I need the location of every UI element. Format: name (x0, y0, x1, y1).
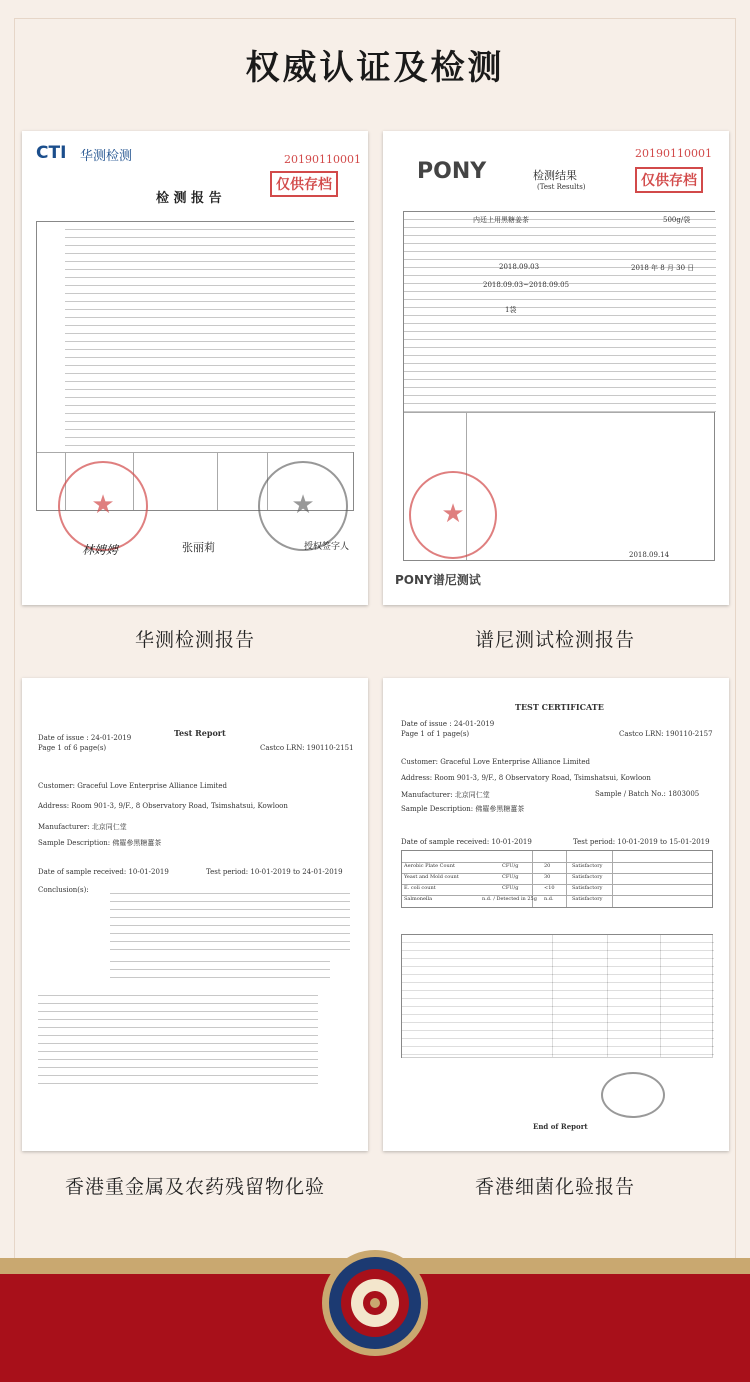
item-unit: CFU/g (502, 863, 519, 869)
item-name: Yeast and Mold count (404, 874, 459, 880)
organochlorine-text-lines (110, 954, 330, 978)
received-date: 2018.09.03 (499, 263, 540, 271)
page-count: Page 1 of 6 page(s) (38, 744, 107, 752)
test-period: 2018.09.03~2018.09.05 (483, 281, 570, 289)
method-list-lines (38, 988, 318, 1084)
sample-name: 内廷上用黑糖姜茶 (473, 216, 529, 224)
test-period: Test period: 10-01-2019 to 24-01-2019 (206, 868, 343, 876)
doc-title: Test Report (174, 728, 226, 738)
conclusion-label: Conclusion(s): (38, 886, 89, 894)
stamp-number: 20190110001 (635, 147, 712, 160)
manufacturer: Manufacturer: 北京同仁堂 (401, 791, 490, 799)
address: Address: Room 901-3, 9/F., 8 Observatory Road, Tsimshatsui, Kowloon (38, 802, 288, 810)
caption-hk-bacteria: 香港细菌化验报告 (474, 1176, 635, 1198)
received-date: Date of sample received: 10-01-2019 (38, 868, 169, 876)
doc-title: 检 测 报 告 (156, 191, 222, 206)
footer-logo: PONY谱尼测试 (395, 573, 481, 587)
pony-report-image (383, 131, 729, 605)
red-seal: ★ (409, 471, 497, 559)
item-unit: CFU/g (502, 874, 519, 880)
item-name: Aerobic Plate Count (404, 863, 455, 869)
item-name: E. coli count (404, 885, 436, 891)
manufacturer: Manufacturer: 北京同仁堂 (38, 823, 127, 831)
item-conclusion: Satisfactory (572, 863, 603, 869)
item-result: 20 (544, 863, 551, 869)
received-date: Date of sample received: 10-01-2019 (401, 838, 532, 846)
caption-cti: 华测检测报告 (134, 629, 255, 651)
results-table (401, 850, 713, 908)
customer: Customer: Graceful Love Enterprise Alliance Limited (401, 758, 591, 766)
item-unit: CFU/g (502, 885, 519, 891)
certified-seal (601, 1072, 665, 1118)
hk-bacteria-report-image (383, 678, 729, 1151)
issue-date: Date of issue : 24-01-2019 (38, 734, 132, 742)
signature-1: 林娉娉 (82, 543, 119, 557)
conclusion-text-lines (110, 886, 350, 950)
item-result: <10 (544, 885, 555, 891)
item-name: Salmonella (404, 896, 433, 902)
stamp-number: 20190110001 (284, 153, 361, 166)
item-conclusion: Satisfactory (572, 885, 603, 891)
end-of-report: End of Report (533, 1122, 588, 1131)
sample-spec: 500g/袋 (663, 216, 691, 224)
page-count: Page 1 of 1 page(s) (401, 730, 470, 738)
signature-3: 授权签字人 (304, 542, 350, 552)
archive-stamp: 仅供存档 (635, 167, 703, 193)
sample-description: Sample Description: 佛羅參黑糖薑茶 (38, 839, 162, 847)
batch-number: Sample / Batch No.: 1803005 (595, 790, 700, 798)
medallion-icon (320, 1248, 430, 1358)
issue-date: Date of issue : 24-01-2019 (401, 720, 495, 728)
caption-hk-heavy-metal: 香港重金属及农药残留物化验 (64, 1176, 325, 1198)
test-period: Test period: 10-01-2019 to 15-01-2019 (573, 838, 710, 846)
lrn: Castco LRN: 190110-2151 (260, 744, 354, 752)
cti-brand-cn: 华测检测 (80, 149, 133, 164)
reference-table (401, 934, 713, 1058)
archive-stamp: 仅供存档 (270, 171, 338, 197)
doc-title: TEST CERTIFICATE (515, 702, 604, 712)
item-conclusion: Satisfactory (572, 896, 603, 902)
sample-qty: 1袋 (505, 306, 517, 314)
item-result: n.d. (544, 896, 554, 902)
doc-subtitle: (Test Results) (537, 183, 586, 191)
hk-heavy-metal-report-image (22, 678, 368, 1151)
manufacture-date: 2018 年 8 月 30 日 (631, 264, 695, 272)
cti-logo: CTI (36, 143, 67, 163)
cti-report-image (22, 131, 368, 605)
page-title: 权威认证及检测 (245, 48, 505, 88)
item-unit: n.d. / Detected in 25g (482, 896, 537, 902)
caption-pony: 谱尼测试检测报告 (474, 629, 635, 651)
red-seal: ★ (58, 461, 148, 551)
doc-title: 检测结果 (533, 169, 577, 182)
pony-logo: PONY (417, 159, 487, 184)
customer: Customer: Graceful Love Enterprise Alliance Limited (38, 782, 228, 790)
lrn: Castco LRN: 190110-2157 (619, 730, 713, 738)
item-conclusion: Satisfactory (572, 874, 603, 880)
signature-2: 张丽莉 (182, 541, 215, 554)
item-result: 30 (544, 874, 551, 880)
black-seal: ★ (258, 461, 348, 551)
sample-description: Sample Description: 佛羅參黑糖薑茶 (401, 805, 525, 813)
issue-date: 2018.09.14 (629, 551, 670, 559)
address: Address: Room 901-3, 9/F., 8 Observatory Road, Tsimshatsui, Kowloon (401, 774, 651, 782)
